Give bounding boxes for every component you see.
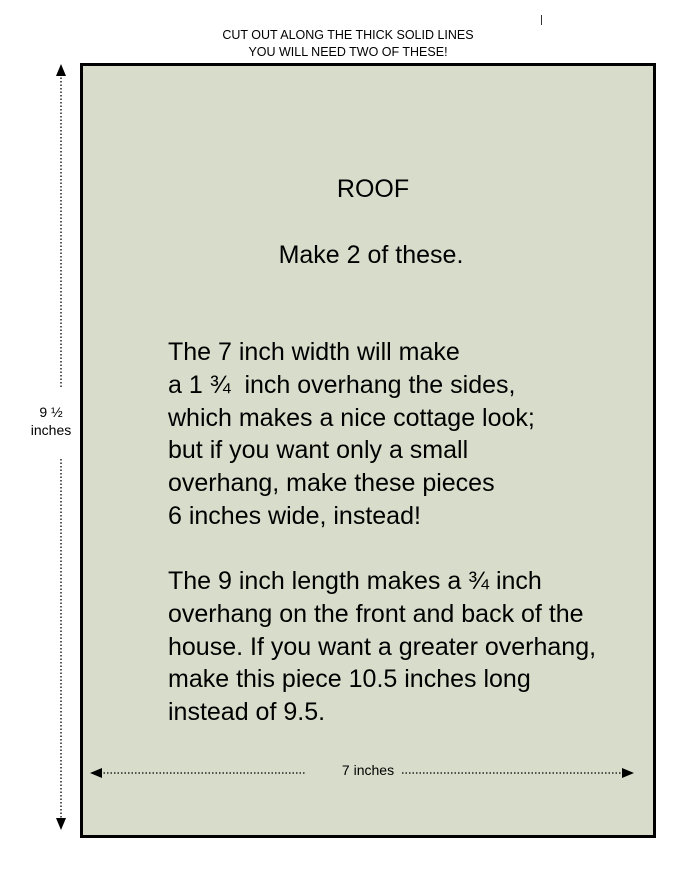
width-note-paragraph bbox=[168, 336, 648, 533]
panel-subtitle: Make 2 of these. bbox=[278, 241, 464, 269]
paragraph-line: a 1 ¾ inch overhang the sides, bbox=[168, 370, 516, 399]
height-dimension-label bbox=[20, 403, 82, 439]
panel-title: ROOF bbox=[336, 175, 410, 203]
paragraph-line: which makes a nice cottage look; bbox=[168, 403, 535, 432]
paragraph-line: instead of 9.5. bbox=[168, 698, 326, 727]
height-label-unit: inches bbox=[30, 422, 72, 438]
height-dimension-arrow bbox=[52, 64, 72, 834]
paragraph-line: The 7 inch width will make bbox=[168, 338, 460, 366]
paragraph-line: make this piece 10.5 inches long bbox=[168, 665, 531, 694]
paragraph-line: The 9 inch length makes a ¾ inch bbox=[168, 567, 542, 595]
length-note-paragraph bbox=[168, 565, 648, 729]
cut-instruction-line-1: CUT OUT ALONG THE THICK SOLID LINES bbox=[222, 28, 474, 42]
cut-instructions-header bbox=[148, 27, 548, 61]
height-label-value: 9 ½ bbox=[39, 404, 63, 420]
tick-mark bbox=[541, 15, 542, 25]
paragraph-line: but if you want only a small bbox=[168, 436, 469, 465]
roof-panel bbox=[80, 63, 656, 838]
cut-instruction-line-2: YOU WILL NEED TWO OF THESE! bbox=[248, 45, 448, 59]
paragraph-line: overhang on the front and back of the bbox=[168, 599, 584, 628]
paragraph-line: house. If you want a greater overhang, bbox=[168, 632, 597, 661]
width-dimension-label: 7 inches bbox=[341, 762, 395, 778]
paragraph-line: 6 inches wide, instead! bbox=[168, 501, 421, 530]
paragraph-line: overhang, make these pieces bbox=[168, 469, 495, 498]
